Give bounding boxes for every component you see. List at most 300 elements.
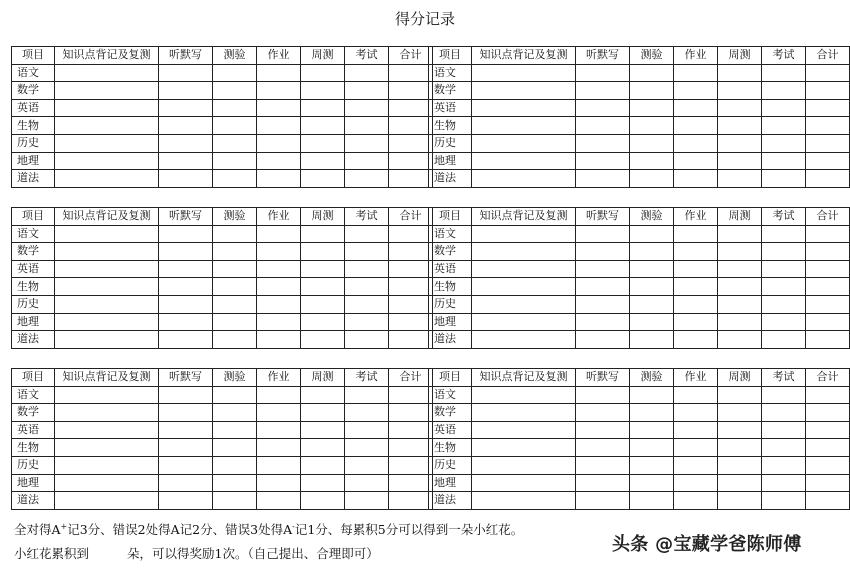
score-cell[interactable] [718,474,762,492]
score-cell[interactable] [576,170,630,188]
score-cell[interactable] [301,295,345,313]
score-cell[interactable] [55,313,159,331]
score-cell[interactable] [301,278,345,296]
score-cell[interactable] [630,439,674,457]
score-cell[interactable] [576,492,630,510]
score-cell[interactable] [345,117,389,135]
score-cell[interactable] [301,260,345,278]
score-cell[interactable] [472,152,576,170]
score-cell[interactable] [345,99,389,117]
score-cell[interactable] [718,260,762,278]
score-cell[interactable] [472,331,576,349]
score-cell[interactable] [389,331,433,349]
score-cell[interactable] [674,260,718,278]
score-cell[interactable] [55,331,159,349]
score-cell[interactable] [718,170,762,188]
score-cell[interactable] [301,117,345,135]
score-cell[interactable] [345,404,389,422]
score-cell[interactable] [159,386,213,404]
score-cell[interactable] [806,295,850,313]
score-cell[interactable] [389,386,433,404]
score-cell[interactable] [55,152,159,170]
score-cell[interactable] [301,492,345,510]
score-cell[interactable] [472,64,576,82]
score-cell[interactable] [630,152,674,170]
score-cell[interactable] [213,225,257,243]
score-cell[interactable] [762,474,806,492]
score-cell[interactable] [213,439,257,457]
score-cell[interactable] [718,313,762,331]
score-cell[interactable] [213,82,257,100]
score-cell[interactable] [576,421,630,439]
score-cell[interactable] [806,170,850,188]
score-cell[interactable] [718,243,762,261]
score-cell[interactable] [718,456,762,474]
score-cell[interactable] [472,421,576,439]
score-cell[interactable] [55,386,159,404]
score-cell[interactable] [630,474,674,492]
score-cell[interactable] [762,243,806,261]
column-header: 合计 [389,369,433,387]
score-cell[interactable] [55,170,159,188]
score-cell[interactable] [345,386,389,404]
score-cell[interactable] [718,295,762,313]
score-cell[interactable] [213,170,257,188]
score-cell[interactable] [213,152,257,170]
score-cell[interactable] [762,170,806,188]
score-cell[interactable] [576,260,630,278]
table-row [12,82,433,100]
score-cell[interactable] [762,331,806,349]
score-cell[interactable] [345,152,389,170]
score-cell[interactable] [55,404,159,422]
score-cell[interactable] [674,313,718,331]
score-cell[interactable] [674,225,718,243]
score-cell[interactable] [257,456,301,474]
score-cell[interactable] [389,64,433,82]
score-cell[interactable] [55,421,159,439]
score-cell[interactable] [55,134,159,152]
score-cell[interactable] [213,64,257,82]
score-cell[interactable] [472,456,576,474]
score-cell[interactable] [630,421,674,439]
score-cell[interactable] [257,295,301,313]
score-cell[interactable] [806,278,850,296]
score-cell[interactable] [630,295,674,313]
score-cell[interactable] [674,99,718,117]
score-cell[interactable] [718,492,762,510]
score-cell[interactable] [762,456,806,474]
score-cell[interactable] [257,278,301,296]
score-cell[interactable] [806,82,850,100]
score-cell[interactable] [718,152,762,170]
score-cell[interactable] [55,225,159,243]
score-cell[interactable] [389,243,433,261]
score-cell[interactable] [159,99,213,117]
score-cell[interactable] [389,278,433,296]
score-cell[interactable] [576,99,630,117]
score-cell[interactable] [345,439,389,457]
score-cell[interactable] [806,421,850,439]
score-cell[interactable] [345,492,389,510]
score-cell[interactable] [257,474,301,492]
score-cell[interactable] [159,492,213,510]
score-cell[interactable] [674,152,718,170]
score-cell[interactable] [345,456,389,474]
score-cell[interactable] [257,313,301,331]
score-cell[interactable] [345,278,389,296]
score-cell[interactable] [472,117,576,135]
score-cell[interactable] [389,99,433,117]
score-cell[interactable] [55,82,159,100]
score-cell[interactable] [806,260,850,278]
score-cell[interactable] [718,134,762,152]
score-cell[interactable] [159,260,213,278]
score-cell[interactable] [345,64,389,82]
score-cell[interactable] [257,439,301,457]
score-cell[interactable] [762,117,806,135]
score-cell[interactable] [630,225,674,243]
score-cell[interactable] [55,456,159,474]
score-cell[interactable] [301,456,345,474]
score-cell[interactable] [718,386,762,404]
score-cell[interactable] [389,439,433,457]
score-cell[interactable] [257,134,301,152]
score-cell[interactable] [718,99,762,117]
score-cell[interactable] [389,82,433,100]
score-cell[interactable] [301,243,345,261]
score-cell[interactable] [389,421,433,439]
score-cell[interactable] [301,82,345,100]
score-cell[interactable] [213,134,257,152]
score-cell[interactable] [159,117,213,135]
score-cell[interactable] [806,225,850,243]
score-cell[interactable] [257,331,301,349]
score-cell[interactable] [159,82,213,100]
score-cell[interactable] [389,170,433,188]
score-cell[interactable] [674,386,718,404]
score-cell[interactable] [213,243,257,261]
score-cell[interactable] [389,225,433,243]
score-cell[interactable] [301,225,345,243]
score-cell[interactable] [762,313,806,331]
score-cell[interactable] [213,99,257,117]
score-cell[interactable] [718,439,762,457]
score-cell[interactable] [762,295,806,313]
score-cell[interactable] [257,152,301,170]
score-cell[interactable] [576,134,630,152]
score-cell[interactable] [301,439,345,457]
score-cell[interactable] [159,134,213,152]
score-cell[interactable] [159,404,213,422]
score-cell[interactable] [806,243,850,261]
score-cell[interactable] [301,474,345,492]
score-cell[interactable] [674,439,718,457]
score-cell[interactable] [630,170,674,188]
score-cell[interactable] [159,225,213,243]
score-cell[interactable] [55,492,159,510]
score-cell[interactable] [806,474,850,492]
score-cell[interactable] [762,82,806,100]
score-cell[interactable] [762,439,806,457]
score-cell[interactable] [576,313,630,331]
score-cell[interactable] [55,99,159,117]
score-cell[interactable] [472,439,576,457]
score-cell[interactable] [576,295,630,313]
score-cell[interactable] [576,82,630,100]
score-cell[interactable] [630,492,674,510]
score-cell[interactable] [630,278,674,296]
score-cell[interactable] [55,474,159,492]
score-cell[interactable] [472,404,576,422]
score-cell[interactable] [718,82,762,100]
score-cell[interactable] [806,386,850,404]
score-cell[interactable] [301,134,345,152]
score-cell[interactable] [301,331,345,349]
score-cell[interactable] [674,295,718,313]
score-cell[interactable] [806,134,850,152]
score-cell[interactable] [159,64,213,82]
score-cell[interactable] [213,386,257,404]
score-cell[interactable] [257,82,301,100]
score-cell[interactable] [213,295,257,313]
score-cell[interactable] [345,421,389,439]
score-cell[interactable] [389,260,433,278]
score-cell[interactable] [389,152,433,170]
score-cell[interactable] [576,243,630,261]
score-cell[interactable] [718,117,762,135]
score-cell[interactable] [389,474,433,492]
score-cell[interactable] [806,99,850,117]
score-cell[interactable] [257,404,301,422]
score-cell[interactable] [762,386,806,404]
score-cell[interactable] [762,492,806,510]
score-cell[interactable] [213,421,257,439]
score-cell[interactable] [472,99,576,117]
score-cell[interactable] [55,64,159,82]
score-cell[interactable] [257,260,301,278]
score-cell[interactable] [389,117,433,135]
score-cell[interactable] [630,82,674,100]
score-cell[interactable] [345,313,389,331]
score-cell[interactable] [345,82,389,100]
score-cell[interactable] [159,421,213,439]
score-cell[interactable] [213,456,257,474]
score-cell[interactable] [301,404,345,422]
score-cell[interactable] [257,492,301,510]
score-cell[interactable] [762,134,806,152]
score-cell[interactable] [576,456,630,474]
score-cell[interactable] [257,421,301,439]
score-cell[interactable] [630,331,674,349]
score-cell[interactable] [213,404,257,422]
score-cell[interactable] [301,99,345,117]
score-cell[interactable] [576,64,630,82]
column-header: 作业 [674,208,718,226]
score-cell[interactable] [345,225,389,243]
score-cell[interactable] [213,331,257,349]
score-cell[interactable] [718,225,762,243]
score-cell[interactable] [806,439,850,457]
score-cell[interactable] [55,439,159,457]
score-cell[interactable] [576,117,630,135]
score-cell[interactable] [301,152,345,170]
score-cell[interactable] [389,404,433,422]
score-cell[interactable] [159,170,213,188]
score-cell[interactable] [576,278,630,296]
score-cell[interactable] [213,278,257,296]
score-cell[interactable] [718,331,762,349]
score-cell[interactable] [674,82,718,100]
score-cell[interactable] [674,456,718,474]
score-cell[interactable] [472,243,576,261]
score-cell[interactable] [472,295,576,313]
score-cell[interactable] [762,152,806,170]
score-cell[interactable] [213,117,257,135]
score-cell[interactable] [630,456,674,474]
score-cell[interactable] [472,386,576,404]
score-cell[interactable] [159,278,213,296]
score-cell[interactable] [389,295,433,313]
score-cell[interactable] [576,331,630,349]
score-cell[interactable] [159,439,213,457]
score-cell[interactable] [806,117,850,135]
score-cell[interactable] [55,243,159,261]
score-cell[interactable] [55,260,159,278]
score-cell[interactable] [159,152,213,170]
score-cell[interactable] [257,64,301,82]
score-cell[interactable] [674,64,718,82]
score-cell[interactable] [213,492,257,510]
score-cell[interactable] [257,386,301,404]
score-cell[interactable] [472,170,576,188]
score-cell[interactable] [806,313,850,331]
score-cell[interactable] [301,386,345,404]
score-cell[interactable] [301,170,345,188]
score-cell[interactable] [301,421,345,439]
score-cell[interactable] [674,474,718,492]
score-cell[interactable] [345,331,389,349]
score-cell[interactable] [674,170,718,188]
score-cell[interactable] [718,64,762,82]
score-cell[interactable] [55,278,159,296]
score-cell[interactable] [389,456,433,474]
score-cell[interactable] [674,421,718,439]
score-cell[interactable] [345,295,389,313]
score-cell[interactable] [389,313,433,331]
score-cell[interactable] [159,295,213,313]
score-cell[interactable] [576,225,630,243]
score-cell[interactable] [345,260,389,278]
score-cell[interactable] [159,474,213,492]
score-cell[interactable] [806,492,850,510]
score-cell[interactable] [630,243,674,261]
score-cell[interactable] [806,404,850,422]
score-cell[interactable] [718,421,762,439]
rule-superscript: - [292,521,295,531]
score-cell[interactable] [257,99,301,117]
score-cell[interactable] [674,243,718,261]
score-cell[interactable] [762,64,806,82]
score-cell[interactable] [301,313,345,331]
score-cell[interactable] [55,117,159,135]
score-cell[interactable] [345,243,389,261]
score-cell[interactable] [674,134,718,152]
score-cell[interactable] [674,492,718,510]
score-cell[interactable] [576,439,630,457]
score-cell[interactable] [630,313,674,331]
score-cell[interactable] [472,313,576,331]
score-cell[interactable] [762,99,806,117]
score-cell[interactable] [257,117,301,135]
score-cell[interactable] [472,474,576,492]
score-cell[interactable] [674,278,718,296]
score-cell[interactable] [213,260,257,278]
score-cell[interactable] [630,386,674,404]
score-cell[interactable] [762,421,806,439]
score-cell[interactable] [576,386,630,404]
score-cell[interactable] [762,260,806,278]
score-cell[interactable] [630,99,674,117]
score-cell[interactable] [630,260,674,278]
score-cell[interactable] [257,170,301,188]
score-cell[interactable] [806,456,850,474]
score-cell[interactable] [257,243,301,261]
score-cell[interactable] [630,117,674,135]
score-cell[interactable] [159,243,213,261]
score-cell[interactable] [389,134,433,152]
score-cell[interactable] [55,295,159,313]
score-cell[interactable] [576,152,630,170]
score-cell[interactable] [213,313,257,331]
score-cell[interactable] [345,170,389,188]
score-cell[interactable] [674,404,718,422]
score-cell[interactable] [576,404,630,422]
score-cell[interactable] [472,134,576,152]
score-cell[interactable] [345,474,389,492]
score-cell[interactable] [472,260,576,278]
score-cell[interactable] [630,64,674,82]
score-cell[interactable] [389,492,433,510]
subject-label: 生物 [429,439,472,457]
score-cell[interactable] [159,313,213,331]
score-cell[interactable] [674,331,718,349]
score-cell[interactable] [630,404,674,422]
score-cell[interactable] [718,404,762,422]
score-cell[interactable] [213,474,257,492]
score-cell[interactable] [806,152,850,170]
score-cell[interactable] [472,278,576,296]
score-cell[interactable] [257,225,301,243]
score-cell[interactable] [159,456,213,474]
score-cell[interactable] [345,134,389,152]
score-cell[interactable] [472,225,576,243]
score-cell[interactable] [472,82,576,100]
score-cell[interactable] [806,64,850,82]
score-cell[interactable] [762,404,806,422]
table-row [429,243,850,261]
score-cell[interactable] [576,474,630,492]
score-cell[interactable] [301,64,345,82]
score-cell[interactable] [718,278,762,296]
score-cell[interactable] [806,331,850,349]
score-cell[interactable] [674,117,718,135]
score-cell[interactable] [159,331,213,349]
score-cell[interactable] [762,225,806,243]
score-cell[interactable] [472,492,576,510]
score-cell[interactable] [630,134,674,152]
score-cell[interactable] [762,278,806,296]
